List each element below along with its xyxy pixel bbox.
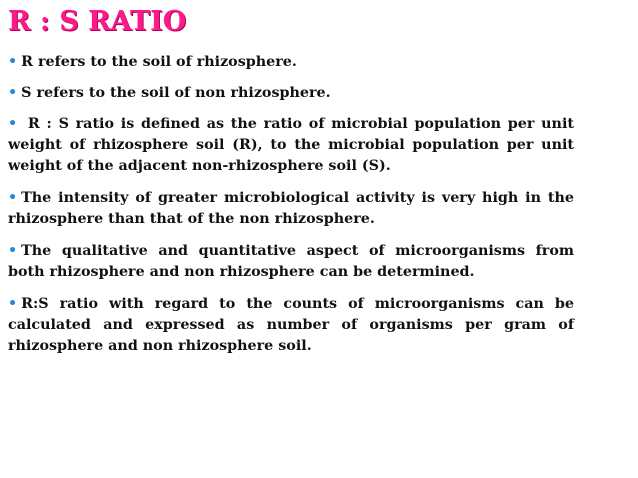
bullet-text: R:S ratio with regard to the counts of microorganisms can be calculated and expressed as number of organisms per gram of rhizosphere and non rhizosphere soil.: [8, 296, 574, 354]
bullet-list: [8, 52, 574, 368]
bullet-item: [8, 188, 574, 230]
bullet-dot-icon: •: [8, 190, 18, 206]
slide-title: R : S RATIO: [8, 6, 187, 37]
bullet-item: [8, 241, 574, 283]
bullet-dot-icon: •: [8, 85, 18, 101]
bullet-text: R refers to the soil of rhizosphere.: [21, 54, 297, 70]
bullet-text: S refers to the soil of non rhizosphere.: [21, 85, 331, 101]
bullet-item: [8, 114, 574, 177]
bullet-item: [8, 294, 574, 357]
bullet-dot-icon: •: [8, 116, 18, 132]
bullet-text: The qualitative and quantitative aspect of microorganisms from both rhizosphere and non rhizosphere can be determined.: [8, 243, 574, 280]
bullet-text: The intensity of greater microbiological activity is very high in the rhizosphere than that of the non rhizosphere.: [8, 190, 574, 227]
bullet-item: [8, 52, 574, 73]
bullet-text: R : S ratio is defined as the ratio of microbial population per unit weight of rhizosphere soil (R), to the microbial population per unit weight of the adjacent non-rhizosphere soil (S).: [8, 116, 574, 174]
bullet-dot-icon: •: [8, 296, 18, 312]
bullet-dot-icon: •: [8, 54, 18, 70]
bullet-dot-icon: •: [8, 243, 18, 259]
bullet-item: [8, 83, 574, 104]
